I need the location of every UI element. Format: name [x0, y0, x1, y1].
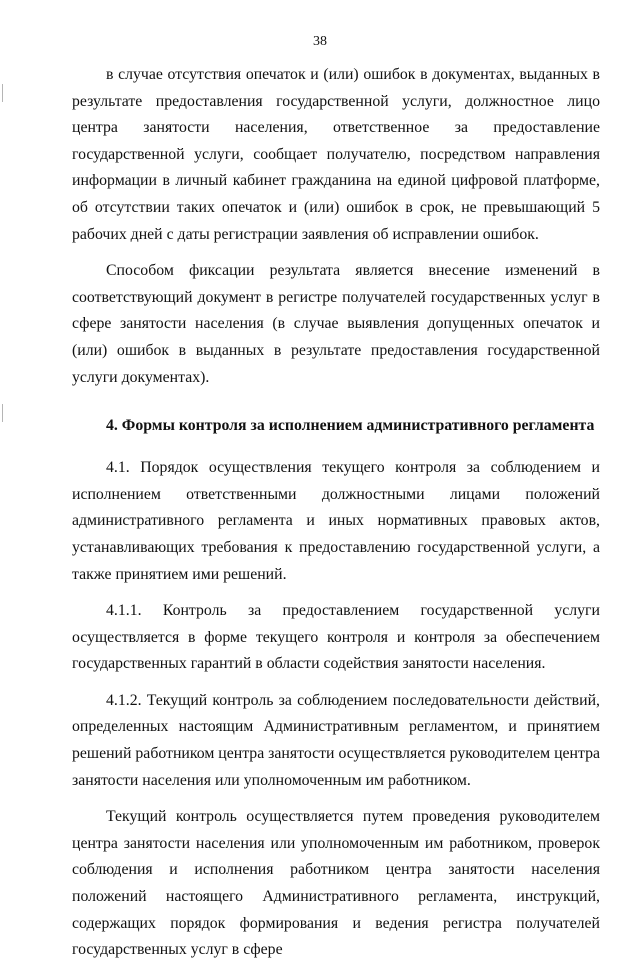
page-number: 38 [313, 34, 327, 49]
scan-margin-mark [2, 84, 3, 102]
paragraph-4-1-2: 4.1.2. Текущий контроль за соблюдением последовательности действий, определенных настоящим Административным регламентом, и принятием решений работником центра занятости осуществляется руководителем центра занятости населения или уполномоченным им работником. [72, 691, 600, 789]
paragraph-current-control: Текущий контроль осуществляется путем проведения руководителем центра занятости населения или уполномоченным им работником, проверок соблюдения и исполнения работником центра занятости населения положений настоящего Административного регламента, инструкций, содержащих порядок формирования и ведения регистра получателей государственных услуг в сфере [72, 808, 600, 959]
document-body [72, 62, 600, 974]
paragraph-no-errors-notice: в случае отсутствия опечаток и (или) ошибок в документах, выданных в результате предоставления государственной услуги, должностное лицо центра занятости населения, ответственное за предоставление государственной услуги, сообщает получателю, посредством направления информации в личный кабинет гражданина на единой цифровой платформе, об отсутствии таких опечаток и (или) ошибок в срок, не превышающий 5 рабочих дней с даты регистрации заявления об исправлении ошибок. [72, 66, 600, 243]
paragraph-4-1-1: 4.1.1. Контроль за предоставлением государственной услуги осуществляется в форме текущего контроля и контроля за обеспечением государственных гарантий в области содействия занятости населения. [72, 602, 600, 673]
paragraph-4-1: 4.1. Порядок осуществления текущего контроля за соблюдением и исполнением ответственными должностными лицами положений административного регламента и иных нормативных правовых актов, устанавливающих требования к предоставлению государственной услуги, а также принятием ими решений. [72, 459, 600, 583]
scan-margin-mark [2, 404, 3, 422]
paragraph-result-fixation: Способом фиксации результата является внесение изменений в соответствующий документ в регистре получателей государственных услуг в сфере занятости населения (в случае выявления допущенных опечаток и (или) ошибок в выданных в результате предоставления государственной услуги документах). [72, 262, 600, 386]
section-heading-control-forms: 4. Формы контроля за исполнением административного регламента [106, 417, 595, 435]
